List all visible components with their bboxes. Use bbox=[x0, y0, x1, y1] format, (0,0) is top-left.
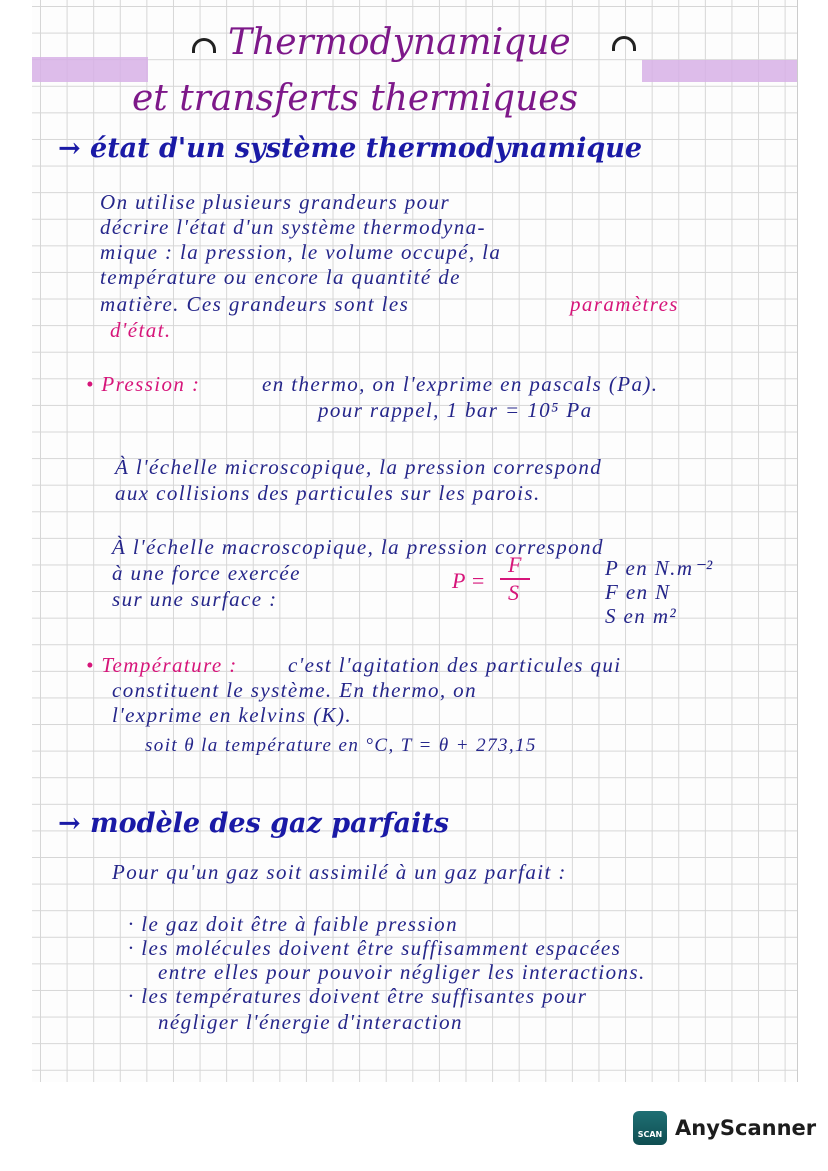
temperature-conversion: soit θ la température en °C, T = θ + 273,15 bbox=[145, 735, 537, 756]
pression-line: en thermo, on l'exprime en pascals (Pa). bbox=[262, 372, 659, 396]
condition-line: · les températures doivent être suffisantes pour bbox=[128, 984, 588, 1008]
paragraph-line: température ou encore la quantité de bbox=[100, 265, 461, 289]
temperature-label: • Température : bbox=[86, 653, 238, 677]
unit-line: P en N.m⁻² bbox=[605, 556, 714, 580]
micro-line: À l'échelle microscopique, la pression correspond bbox=[115, 455, 603, 479]
macro-line: À l'échelle macroscopique, la pression correspond bbox=[112, 535, 604, 559]
temperature-line: l'exprime en kelvins (K). bbox=[112, 703, 353, 727]
ideal-gas-intro: Pour qu'un gaz soit assimilé à un gaz parfait : bbox=[112, 860, 567, 884]
formula-lhs: P = bbox=[452, 568, 486, 593]
pression-line: pour rappel, 1 bar = 10⁵ Pa bbox=[318, 398, 593, 422]
condition-line: · les molécules doivent être suffisamment espacées bbox=[128, 936, 622, 960]
watermark-name: AnyScanner bbox=[675, 1116, 817, 1140]
paragraph-line: On utilise plusieurs grandeurs pour bbox=[100, 190, 451, 214]
key-term-etat: d'état. bbox=[110, 318, 172, 342]
unit-line: F en N bbox=[605, 580, 671, 604]
temperature-line: c'est l'agitation des particules qui bbox=[288, 653, 622, 677]
temperature-line: constituent le système. En thermo, on bbox=[112, 678, 477, 702]
key-term-parametres: paramètres bbox=[570, 292, 679, 316]
formula-denominator: S bbox=[508, 580, 519, 605]
paragraph-line: décrire l'état d'un système thermodyna- bbox=[100, 215, 486, 239]
condition-line: négliger l'énergie d'interaction bbox=[158, 1010, 463, 1034]
macro-line: à une force exercée bbox=[112, 561, 301, 585]
title-line-1: Thermodynamique bbox=[228, 22, 571, 63]
section-heading-state: → état d'un système thermodynamique bbox=[58, 133, 643, 164]
condition-line: entre elles pour pouvoir négliger les interactions. bbox=[158, 960, 646, 984]
paragraph-line: mique : la pression, le volume occupé, la bbox=[100, 240, 502, 264]
section-heading-ideal-gas: → modèle des gaz parfaits bbox=[58, 808, 449, 839]
condition-line: · le gaz doit être à faible pression bbox=[128, 912, 458, 936]
formula-numerator: F bbox=[508, 552, 522, 577]
paragraph-line: matière. Ces grandeurs sont les bbox=[100, 292, 410, 316]
scan-app-icon: SCAN bbox=[633, 1111, 667, 1145]
anyscanner-watermark bbox=[633, 1111, 816, 1145]
unit-line: S en m² bbox=[605, 604, 678, 628]
macro-line: sur une surface : bbox=[112, 587, 278, 611]
title-line-2: et transferts thermiques bbox=[132, 78, 579, 119]
micro-line: aux collisions des particules sur les parois. bbox=[115, 481, 541, 505]
pression-label: • Pression : bbox=[86, 372, 201, 396]
highlighter-mark-left bbox=[32, 57, 148, 82]
highlighter-mark-right bbox=[642, 60, 797, 82]
